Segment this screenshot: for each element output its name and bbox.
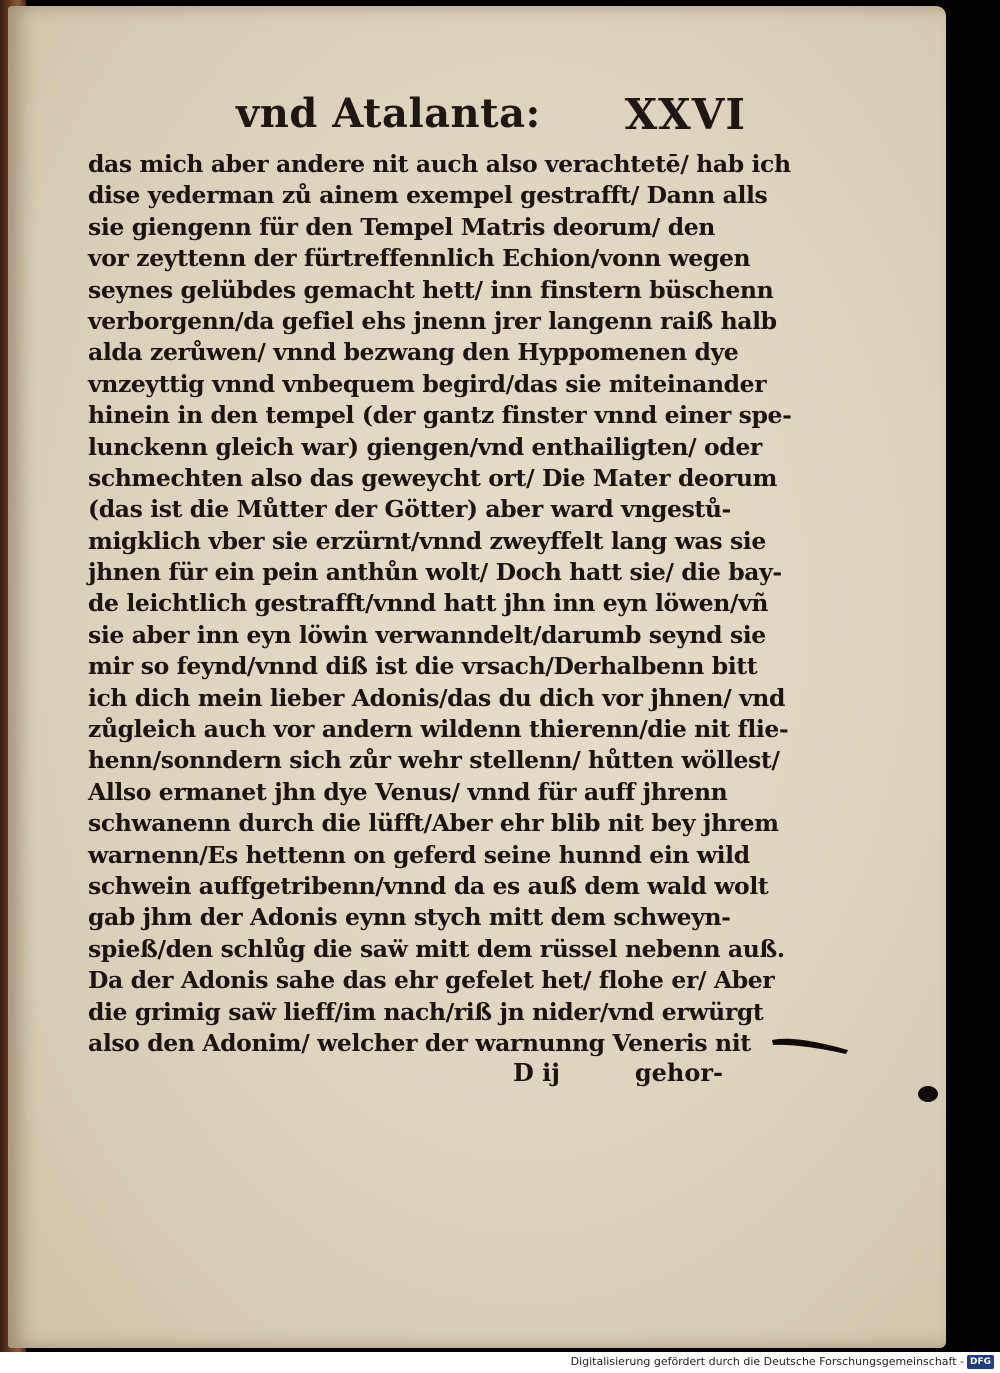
running-header <box>236 90 746 142</box>
text-line: vor zeyttenn der fürtreffennlich Echion/vonn wegen <box>88 244 751 273</box>
funding-credit: Digitalisierung gefördert durch die Deutsche Forschungsgemeinschaft - <box>570 1355 964 1368</box>
text-line: lunckenn gleich war) giengen/vnd enthailigten/ oder <box>88 432 762 461</box>
text-line: zůgleich auch vor andern wildenn thierenn/die nit flie- <box>88 715 789 744</box>
text-line: schwein auffgetribenn/vnnd da es auß dem wald wolt <box>88 871 769 900</box>
text-line: henn/sonndern sich zůr wehr stellenn/ hůtten wöllest/ <box>88 746 780 775</box>
text-line: (das ist die Můtter der Götter) aber ward vngestů- <box>88 495 731 524</box>
text-line: schwanenn durch die lüfft/Aber ehr blib nit bey jhrem <box>88 809 779 838</box>
ink-stroke-mark <box>770 1032 850 1056</box>
text-line: alda zerůwen/ vnnd bezwang den Hyppomenen dye <box>88 338 739 367</box>
catchword: gehor- <box>634 1058 723 1087</box>
text-line: mir so feynd/vnnd diß ist die vrsach/Derhalbenn bitt <box>88 652 758 681</box>
text-line: das mich aber andere nit auch also verachtetē/ hab ich <box>88 150 791 178</box>
digitization-footer <box>0 1352 1000 1373</box>
text-line: de leichtlich gestrafft/vnnd hatt jhn inn eyn löwen/vñ <box>88 589 769 618</box>
text-line: Da der Adonis sahe das ehr gefelet het/ flohe er/ Aber <box>88 966 775 995</box>
text-line: sie giengenn für den Tempel Matris deorum/ den <box>88 212 715 241</box>
ink-dot-mark <box>918 1086 938 1102</box>
book-page <box>8 6 946 1348</box>
text-line: dise yederman zů ainem exempel gestrafft/ Dann alls <box>88 181 768 210</box>
text-line: seynes gelübdes gemacht hett/ inn finstern büschenn <box>88 275 774 304</box>
folio-number: XXVI <box>624 90 746 139</box>
text-line: Allso ermanet jhn dye Venus/ vnnd für auff jhrenn <box>88 777 728 806</box>
text-line: gab jhm der Adonis eynn stych mitt dem schweyn- <box>88 903 731 932</box>
running-title: vnd Atalanta: <box>236 90 541 137</box>
signature-mark: D ij <box>513 1058 560 1087</box>
page-footer-marks <box>513 1058 723 1098</box>
text-line: spieß/den schlůg die saẅ mitt dem rüssel nebenn auß. <box>88 934 785 963</box>
text-line: hinein in den tempel (der gantz finster vnnd einer spe- <box>88 401 792 430</box>
body-text <box>88 149 792 1059</box>
text-line: sie aber inn eyn löwin verwanndelt/darumb seynd sie <box>88 620 766 649</box>
text-line: migklich vber sie erzürnt/vnnd zweyffelt lang was sie <box>88 526 766 555</box>
text-line: die grimig saẅ lieff/im nach/riß jn nider/vnd erwürgt <box>88 997 764 1026</box>
text-line: verborgenn/da gefiel ehs jnenn jrer langenn raiß halb <box>88 306 777 335</box>
text-line: warnenn/Es hettenn on geferd seine hunnd ein wild <box>88 840 750 869</box>
text-line: schmechten also das geweycht ort/ Die Mater deorum <box>88 463 777 492</box>
text-line: jhnen für ein pein anthůn wolt/ Doch hatt sie/ die bay- <box>88 558 782 587</box>
text-line: ich dich mein lieber Adonis/das du dich vor jhnen/ vnd <box>88 683 786 712</box>
text-line: also den Adonim/ welcher der warnunng Veneris nit <box>88 1028 751 1057</box>
dfg-logo-icon: DFG <box>967 1355 994 1369</box>
text-line: vnzeyttig vnnd vnbequem begird/das sie miteinander <box>88 369 767 398</box>
